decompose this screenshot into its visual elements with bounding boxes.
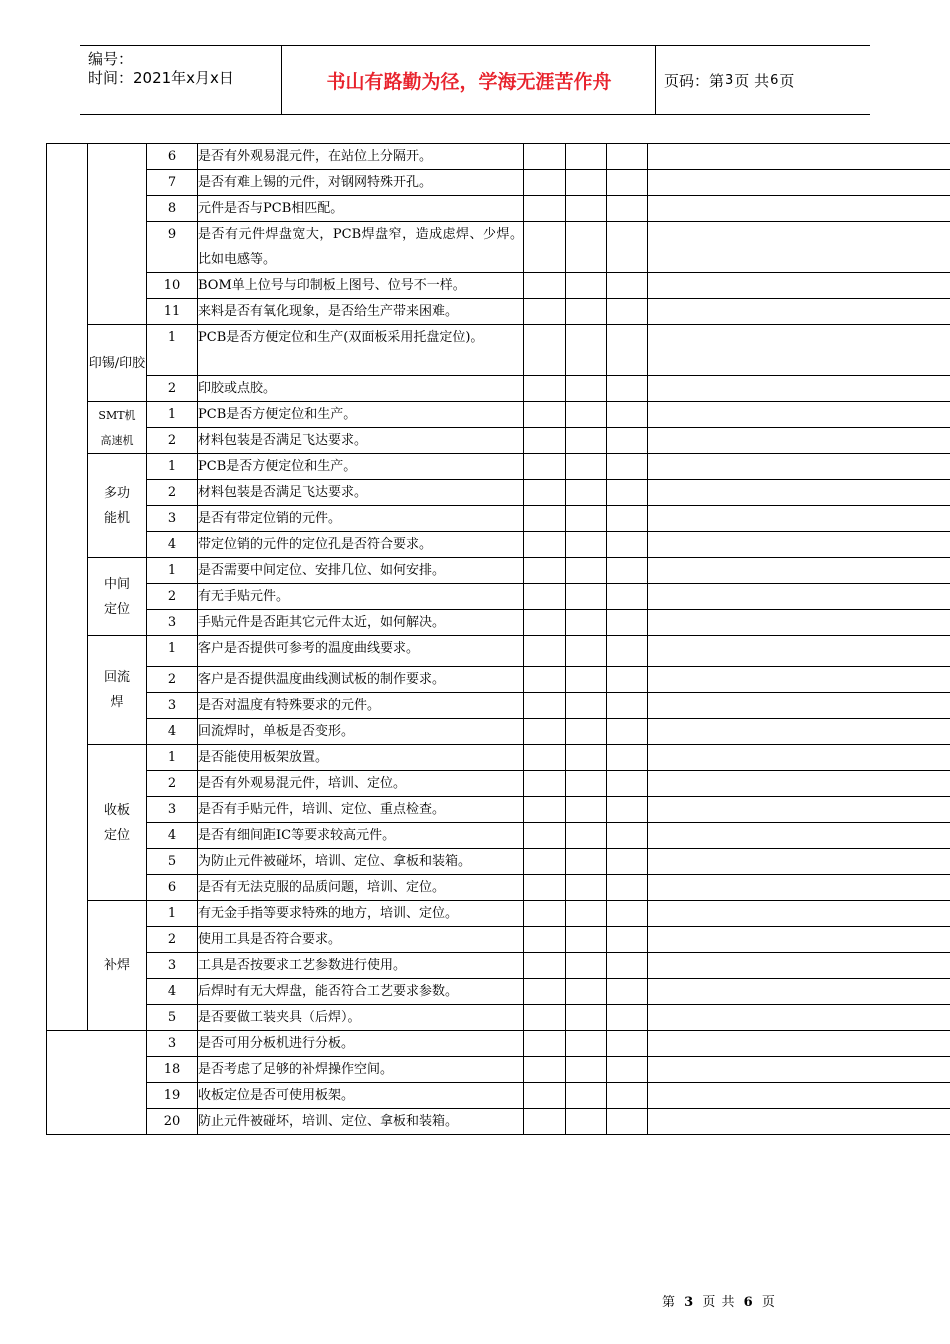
stage-smt-line1: SMT机	[98, 408, 136, 422]
table-row	[47, 558, 950, 584]
remark-cell[interactable]	[648, 558, 950, 584]
item-number: 2	[147, 667, 198, 693]
check-cell[interactable]	[524, 1109, 566, 1135]
item-text: 带定位销的元件的定位孔是否符合要求。	[198, 532, 524, 558]
check-cell[interactable]	[566, 719, 607, 745]
item-number: 3	[147, 610, 198, 636]
item-text: PCB是否方便定位和生产(双面板采用托盘定位)。	[198, 325, 524, 376]
check-cell[interactable]	[607, 849, 648, 875]
check-cell[interactable]	[524, 693, 566, 719]
table-row	[47, 875, 950, 901]
check-cell[interactable]	[566, 428, 607, 454]
check-cell[interactable]	[607, 771, 648, 797]
check-cell[interactable]	[566, 693, 607, 719]
check-cell[interactable]	[524, 719, 566, 745]
page-header	[80, 45, 870, 115]
stage-middle-label: 中间定位	[103, 576, 130, 617]
item-text: 是否有细间距IC等要求较高元件。	[198, 823, 524, 849]
remark-cell[interactable]	[648, 506, 950, 532]
item-number: 2	[147, 584, 198, 610]
check-cell[interactable]	[566, 1083, 607, 1109]
check-cell[interactable]	[566, 610, 607, 636]
table-row	[47, 1083, 950, 1109]
item-number: 4	[147, 979, 198, 1005]
check-cell[interactable]	[607, 823, 648, 849]
table-row	[47, 532, 950, 558]
check-cell[interactable]	[607, 636, 648, 667]
item-number: 3	[147, 1031, 198, 1057]
check-cell[interactable]	[607, 506, 648, 532]
check-cell[interactable]	[524, 376, 566, 402]
check-cell[interactable]	[524, 584, 566, 610]
table-row	[47, 196, 950, 222]
item-text: 为防止元件被碰坏，培训、定位、拿板和装箱。	[198, 849, 524, 875]
page-prefix: 页码：第	[664, 71, 725, 90]
check-cell[interactable]	[607, 402, 648, 428]
check-cell[interactable]	[566, 325, 607, 376]
check-cell[interactable]	[566, 636, 607, 667]
check-cell[interactable]	[607, 901, 648, 927]
item-number: 5	[147, 849, 198, 875]
item-number: 3	[147, 506, 198, 532]
remark-cell[interactable]	[648, 719, 950, 745]
table-row	[47, 299, 950, 325]
check-cell[interactable]	[607, 299, 648, 325]
item-text: PCB是否方便定位和生产。	[198, 402, 524, 428]
remark-cell[interactable]	[648, 953, 950, 979]
remark-cell[interactable]	[648, 299, 950, 325]
check-cell[interactable]	[566, 196, 607, 222]
remark-cell[interactable]	[648, 901, 950, 927]
item-number: 2	[147, 376, 198, 402]
table-row	[47, 719, 950, 745]
table-row	[47, 222, 950, 273]
table-row	[47, 979, 950, 1005]
item-text: PCB是否方便定位和生产。	[198, 454, 524, 480]
item-text: 回流焊时，单板是否变形。	[198, 719, 524, 745]
check-cell[interactable]	[607, 719, 648, 745]
footer-current: 3	[684, 1295, 695, 1310]
item-text: BOM单上位号与印制板上图号、位号不一样。	[198, 273, 524, 299]
table-row	[47, 745, 950, 771]
table-row	[47, 823, 950, 849]
check-cell[interactable]	[607, 325, 648, 376]
remark-cell[interactable]	[648, 610, 950, 636]
check-cell[interactable]	[524, 222, 566, 273]
table-row	[47, 506, 950, 532]
item-text: 是否有手贴元件，培训、定位、重点检查。	[198, 797, 524, 823]
remark-cell[interactable]	[648, 693, 950, 719]
remark-cell[interactable]	[648, 667, 950, 693]
item-text: 材料包装是否满足飞达要求。	[198, 428, 524, 454]
item-number: 1	[147, 745, 198, 771]
check-cell[interactable]	[566, 771, 607, 797]
table-row	[47, 1109, 950, 1135]
remark-cell[interactable]	[648, 849, 950, 875]
item-text: 是否有无法克服的品质问题，培训、定位。	[198, 875, 524, 901]
table-row	[47, 454, 950, 480]
check-cell[interactable]	[566, 927, 607, 953]
item-text: 是否能使用板架放置。	[198, 745, 524, 771]
stage-receive	[88, 745, 147, 901]
check-cell[interactable]	[566, 299, 607, 325]
check-cell[interactable]	[607, 196, 648, 222]
item-number: 1	[147, 901, 198, 927]
item-number: 1	[147, 402, 198, 428]
check-cell[interactable]	[607, 558, 648, 584]
check-cell[interactable]	[566, 979, 607, 1005]
check-cell[interactable]	[524, 979, 566, 1005]
item-number: 1	[147, 558, 198, 584]
stage-smt	[88, 402, 147, 454]
check-cell[interactable]	[566, 1031, 607, 1057]
check-cell[interactable]	[524, 1005, 566, 1031]
remark-cell[interactable]	[648, 325, 950, 376]
item-number: 4	[147, 719, 198, 745]
check-cell[interactable]	[607, 454, 648, 480]
check-cell[interactable]	[566, 376, 607, 402]
check-cell[interactable]	[607, 667, 648, 693]
remark-cell[interactable]	[648, 875, 950, 901]
item-text: 有无金手指等要求特殊的地方，培训、定位。	[198, 901, 524, 927]
table-row	[47, 144, 950, 170]
check-cell[interactable]	[566, 1005, 607, 1031]
stage-multi	[88, 454, 147, 558]
check-cell[interactable]	[607, 979, 648, 1005]
item-number: 2	[147, 771, 198, 797]
header-info	[88, 50, 284, 88]
table-row	[47, 849, 950, 875]
item-number: 1	[147, 454, 198, 480]
item-number: 3	[147, 797, 198, 823]
table-row	[47, 953, 950, 979]
table-row	[47, 771, 950, 797]
item-number: 6	[147, 875, 198, 901]
item-number: 4	[147, 532, 198, 558]
table-row	[47, 901, 950, 927]
check-cell[interactable]	[607, 1057, 648, 1083]
item-text: 是否有外观易混元件，培训、定位。	[198, 771, 524, 797]
table-row	[47, 273, 950, 299]
stage-middle	[88, 558, 147, 636]
check-cell[interactable]	[607, 222, 648, 273]
remark-cell[interactable]	[648, 402, 950, 428]
check-cell[interactable]	[566, 1109, 607, 1135]
check-cell[interactable]	[607, 1005, 648, 1031]
item-text: 收板定位是否可使用板架。	[198, 1083, 524, 1109]
remark-cell[interactable]	[648, 222, 950, 273]
check-cell[interactable]	[607, 1031, 648, 1057]
stage-print: 印锡/印胶	[88, 325, 147, 402]
check-cell[interactable]	[524, 558, 566, 584]
check-cell[interactable]	[566, 222, 607, 273]
table-row	[47, 667, 950, 693]
remark-cell[interactable]	[648, 823, 950, 849]
check-cell[interactable]	[566, 144, 607, 170]
page-total: 6	[770, 72, 779, 88]
item-number: 9	[147, 222, 198, 273]
check-cell[interactable]	[524, 636, 566, 667]
check-cell[interactable]	[607, 745, 648, 771]
check-cell[interactable]	[566, 273, 607, 299]
footer-prefix: 第	[662, 1295, 677, 1310]
table-row	[47, 927, 950, 953]
item-text: 客户是否提供可参考的温度曲线要求。	[198, 636, 524, 667]
check-cell[interactable]	[566, 480, 607, 506]
serial-label: 编号：	[88, 50, 134, 68]
table-row	[47, 170, 950, 196]
header-page-number	[664, 46, 794, 114]
item-number: 10	[147, 273, 198, 299]
check-cell[interactable]	[607, 273, 648, 299]
check-cell[interactable]	[524, 953, 566, 979]
check-cell[interactable]	[524, 823, 566, 849]
stage-reflow	[88, 636, 147, 745]
check-cell[interactable]	[566, 823, 607, 849]
table-row	[47, 584, 950, 610]
item-text: 是否对温度有特殊要求的元件。	[198, 693, 524, 719]
remark-cell[interactable]	[648, 480, 950, 506]
remark-cell[interactable]	[648, 170, 950, 196]
check-cell[interactable]	[566, 506, 607, 532]
table-row	[47, 325, 950, 376]
item-number: 1	[147, 325, 198, 376]
page-current: 3	[725, 72, 734, 88]
stage-cell-continued	[88, 144, 147, 325]
check-cell[interactable]	[607, 797, 648, 823]
check-cell[interactable]	[566, 667, 607, 693]
check-cell[interactable]	[524, 428, 566, 454]
remark-cell[interactable]	[648, 584, 950, 610]
remark-cell[interactable]	[648, 1031, 950, 1057]
check-cell[interactable]	[566, 875, 607, 901]
table-row	[47, 693, 950, 719]
item-text: 是否要做工装夹具（后焊）。	[198, 1005, 524, 1031]
table-row	[47, 428, 950, 454]
remark-cell[interactable]	[648, 927, 950, 953]
category-cell	[47, 144, 88, 1031]
item-text: 材料包装是否满足飞达要求。	[198, 480, 524, 506]
check-cell[interactable]	[607, 875, 648, 901]
remark-cell[interactable]	[648, 771, 950, 797]
check-cell[interactable]	[566, 901, 607, 927]
item-number: 3	[147, 693, 198, 719]
item-text: 来料是否有氧化现象，是否给生产带来困难。	[198, 299, 524, 325]
table-row	[47, 376, 950, 402]
item-number: 20	[147, 1109, 198, 1135]
stage-receive-label: 收板定位	[103, 802, 130, 843]
checklist-table	[46, 143, 950, 1135]
item-number: 6	[147, 144, 198, 170]
table-row	[47, 1057, 950, 1083]
item-number: 7	[147, 170, 198, 196]
check-cell[interactable]	[524, 402, 566, 428]
remark-cell[interactable]	[648, 979, 950, 1005]
check-cell[interactable]	[607, 1083, 648, 1109]
check-cell[interactable]	[524, 1031, 566, 1057]
check-cell[interactable]	[524, 667, 566, 693]
item-text: 后焊时有无大焊盘，能否符合工艺要求参数。	[198, 979, 524, 1005]
item-number: 2	[147, 927, 198, 953]
check-cell[interactable]	[566, 402, 607, 428]
check-cell[interactable]	[524, 875, 566, 901]
item-number: 2	[147, 428, 198, 454]
check-cell[interactable]	[524, 1057, 566, 1083]
check-cell[interactable]	[524, 771, 566, 797]
header-divider	[655, 46, 656, 114]
check-cell[interactable]	[566, 584, 607, 610]
item-text: 工具是否按要求工艺参数进行使用。	[198, 953, 524, 979]
check-cell[interactable]	[566, 745, 607, 771]
category-cell-empty	[47, 1031, 147, 1135]
remark-cell[interactable]	[648, 376, 950, 402]
check-cell[interactable]	[607, 953, 648, 979]
item-text: 元件是否与PCB相匹配。	[198, 196, 524, 222]
check-cell[interactable]	[524, 480, 566, 506]
check-cell[interactable]	[524, 797, 566, 823]
item-number: 8	[147, 196, 198, 222]
remark-cell[interactable]	[648, 1109, 950, 1135]
table-row	[47, 1031, 950, 1057]
item-text: 是否可用分板机进行分板。	[198, 1031, 524, 1057]
item-text: 是否考虑了足够的补焊操作空间。	[198, 1057, 524, 1083]
item-number: 3	[147, 953, 198, 979]
check-cell[interactable]	[607, 144, 648, 170]
check-cell[interactable]	[524, 325, 566, 376]
item-text: 使用工具是否符合要求。	[198, 927, 524, 953]
check-cell[interactable]	[607, 428, 648, 454]
remark-cell[interactable]	[648, 797, 950, 823]
check-cell[interactable]	[524, 849, 566, 875]
remark-cell[interactable]	[648, 428, 950, 454]
item-text: 有无手贴元件。	[198, 584, 524, 610]
check-cell[interactable]	[524, 745, 566, 771]
check-cell[interactable]	[524, 454, 566, 480]
remark-cell[interactable]	[648, 745, 950, 771]
check-cell[interactable]	[607, 927, 648, 953]
check-cell[interactable]	[607, 170, 648, 196]
check-cell[interactable]	[566, 953, 607, 979]
table-row	[47, 610, 950, 636]
page-footer	[662, 1291, 776, 1310]
table-row	[47, 1005, 950, 1031]
check-cell[interactable]	[524, 196, 566, 222]
check-cell[interactable]	[607, 693, 648, 719]
check-cell[interactable]	[566, 1057, 607, 1083]
table-row	[47, 402, 950, 428]
check-cell[interactable]	[607, 584, 648, 610]
footer-total: 6	[743, 1295, 754, 1310]
table-row	[47, 797, 950, 823]
remark-cell[interactable]	[648, 454, 950, 480]
check-cell[interactable]	[566, 558, 607, 584]
check-cell[interactable]	[524, 170, 566, 196]
table-row	[47, 480, 950, 506]
item-number: 2	[147, 480, 198, 506]
stage-repair: 补焊	[88, 901, 147, 1031]
item-text: 是否有元件焊盘宽大，PCB焊盘窄，造成虑焊、少焊。比如电感等。	[198, 222, 524, 273]
remark-cell[interactable]	[648, 1005, 950, 1031]
check-cell[interactable]	[524, 901, 566, 927]
item-text: 客户是否提供温度曲线测试板的制作要求。	[198, 667, 524, 693]
item-text: 是否需要中间定位、安排几位、如何安排。	[198, 558, 524, 584]
check-cell[interactable]	[566, 849, 607, 875]
item-number: 4	[147, 823, 198, 849]
check-cell[interactable]	[566, 532, 607, 558]
item-text: 手贴元件是否距其它元件太近，如何解决。	[198, 610, 524, 636]
table-row	[47, 636, 950, 667]
check-cell[interactable]	[524, 144, 566, 170]
check-cell[interactable]	[566, 170, 607, 196]
check-cell[interactable]	[524, 273, 566, 299]
check-cell[interactable]	[524, 299, 566, 325]
check-cell[interactable]	[524, 610, 566, 636]
remark-cell[interactable]	[648, 144, 950, 170]
check-cell[interactable]	[607, 610, 648, 636]
item-number: 11	[147, 299, 198, 325]
check-cell[interactable]	[607, 480, 648, 506]
footer-suffix: 页	[761, 1295, 776, 1310]
footer-mid: 页 共	[702, 1295, 736, 1310]
item-number: 18	[147, 1057, 198, 1083]
check-cell[interactable]	[524, 1083, 566, 1109]
check-cell[interactable]	[566, 797, 607, 823]
remark-cell[interactable]	[648, 1057, 950, 1083]
check-cell[interactable]	[607, 376, 648, 402]
check-cell[interactable]	[524, 927, 566, 953]
item-number: 5	[147, 1005, 198, 1031]
remark-cell[interactable]	[648, 532, 950, 558]
check-cell[interactable]	[607, 1109, 648, 1135]
date-label: 时间：2021年x月x日	[88, 69, 234, 87]
item-text: 防止元件被碰坏，培训、定位、拿板和装箱。	[198, 1109, 524, 1135]
stage-reflow-label: 回流焊	[103, 670, 130, 710]
check-cell[interactable]	[607, 532, 648, 558]
remark-cell[interactable]	[648, 196, 950, 222]
item-text: 印胶或点胶。	[198, 376, 524, 402]
stage-multi-label: 多功能机	[103, 485, 130, 526]
item-text: 是否有难上锡的元件，对钢网特殊开孔。	[198, 170, 524, 196]
page-mid: 页 共	[734, 71, 770, 90]
stage-smt-line2: 高速机	[100, 433, 134, 447]
remark-cell[interactable]	[648, 273, 950, 299]
check-cell[interactable]	[566, 454, 607, 480]
header-motto: 书山有路勤为径，学海无涯苦作舟	[326, 70, 612, 93]
check-cell[interactable]	[524, 506, 566, 532]
remark-cell[interactable]	[648, 1083, 950, 1109]
item-number: 1	[147, 636, 198, 667]
item-text: 是否有外观易混元件，在站位上分隔开。	[198, 144, 524, 170]
remark-cell[interactable]	[648, 636, 950, 667]
item-text: 是否有带定位销的元件。	[198, 506, 524, 532]
page-suffix: 页	[779, 71, 795, 90]
item-number: 19	[147, 1083, 198, 1109]
check-cell[interactable]	[524, 532, 566, 558]
